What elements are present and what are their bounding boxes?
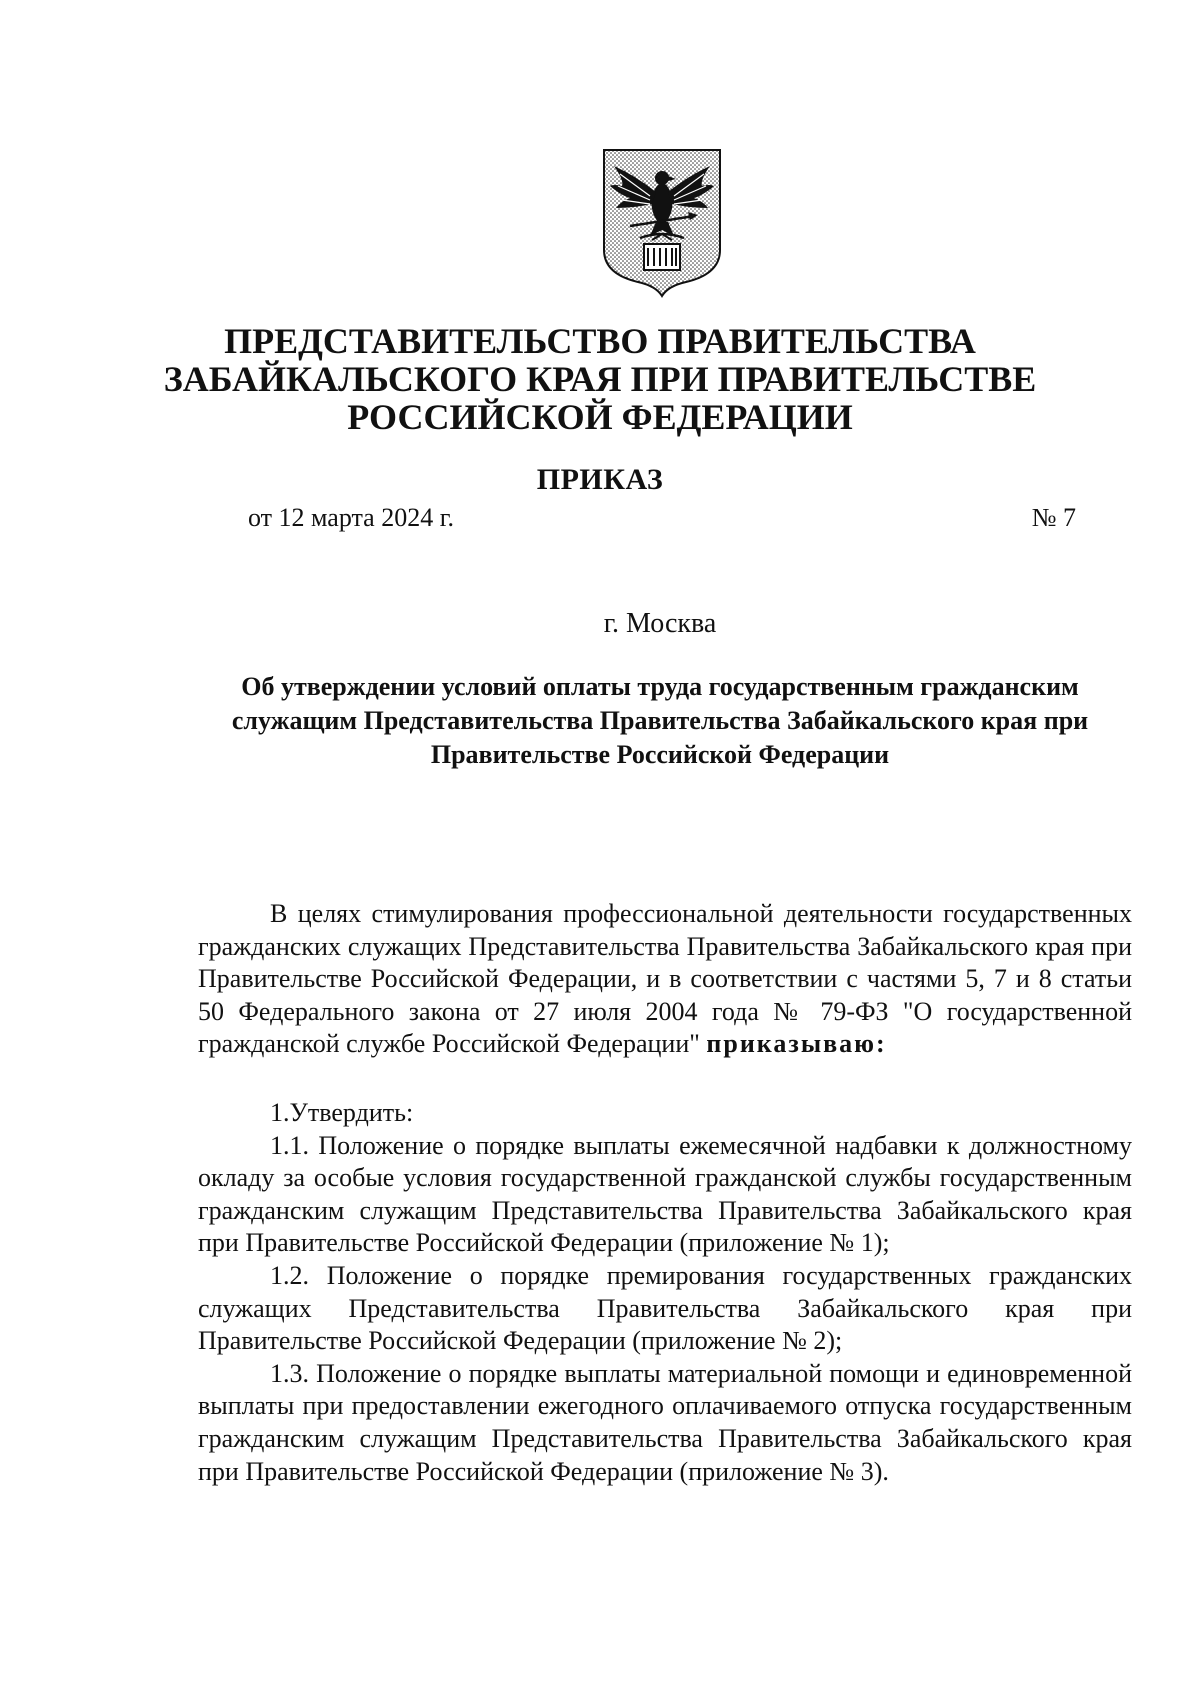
document-number: № 7 — [1031, 503, 1076, 532]
document-date: от 12 марта 2024 г. — [248, 503, 454, 532]
document-subject — [190, 670, 1130, 772]
document-type: ПРИКАЗ — [536, 463, 664, 496]
item-1-paragraph: 1.Утвердить: — [270, 1097, 414, 1127]
document-subject-line: служащим Представительства Правительства Забайкальского края при — [231, 706, 1089, 735]
organization-title-line: ПРЕДСТАВИТЕЛЬСТВО ПРАВИТЕЛЬСТВА — [224, 321, 976, 361]
preamble-action: приказываю: — [706, 1029, 887, 1059]
preamble-text: В целях стимулирования профессиональной деятельности государственных гражданских служащих Представительства Правительства Забайкальского края при Правительстве Российской Федерации, и в соответствии с частями 5, 7 и 8 статьи 50 Федерального закона от 27 июля 2004 года № 79-ФЗ "О государственной гражданской службе Российской Федерации" — [198, 899, 1132, 1059]
coat-of-arms-eagle-icon — [600, 146, 724, 298]
preamble-paragraph — [198, 898, 1132, 1061]
organization-title-line: РОССИЙСКОЙ ФЕДЕРАЦИИ — [347, 397, 853, 437]
item-1-1-paragraph: 1.1. Положение о порядке выплаты ежемесячной надбавки к должностному окладу за особые условия государственной гражданской службы государственным гражданским служащим Представительства Правительства Забайкальского края при Правительстве Российской Федерации (приложение № 1); — [198, 1130, 1132, 1258]
organization-title-line: ЗАБАЙКАЛЬСКОГО КРАЯ ПРИ ПРАВИТЕЛЬСТВЕ — [163, 359, 1037, 399]
document-city: г. Москва — [603, 608, 717, 639]
organization-title — [150, 322, 1050, 436]
document-body — [198, 898, 1132, 1488]
document-subject-line: Об утверждении условий оплаты труда государственным гражданским — [241, 672, 1079, 701]
item-1-3-paragraph: 1.3. Положение о порядке выплаты материальной помощи и единовременной выплаты при предоставлении ежегодного оплачиваемого отпуска государственным гражданским служащим Представительства Правительства Забайкальского края при Правительстве Российской Федерации (приложение № 3). — [198, 1358, 1132, 1486]
document-subject-line: Правительстве Российской Федерации — [430, 740, 890, 769]
item-1-2-paragraph: 1.2. Положение о порядке премирования государственных гражданских служащих Представительства Правительства Забайкальского края при Правительстве Российской Федерации (приложение № 2); — [198, 1260, 1132, 1356]
